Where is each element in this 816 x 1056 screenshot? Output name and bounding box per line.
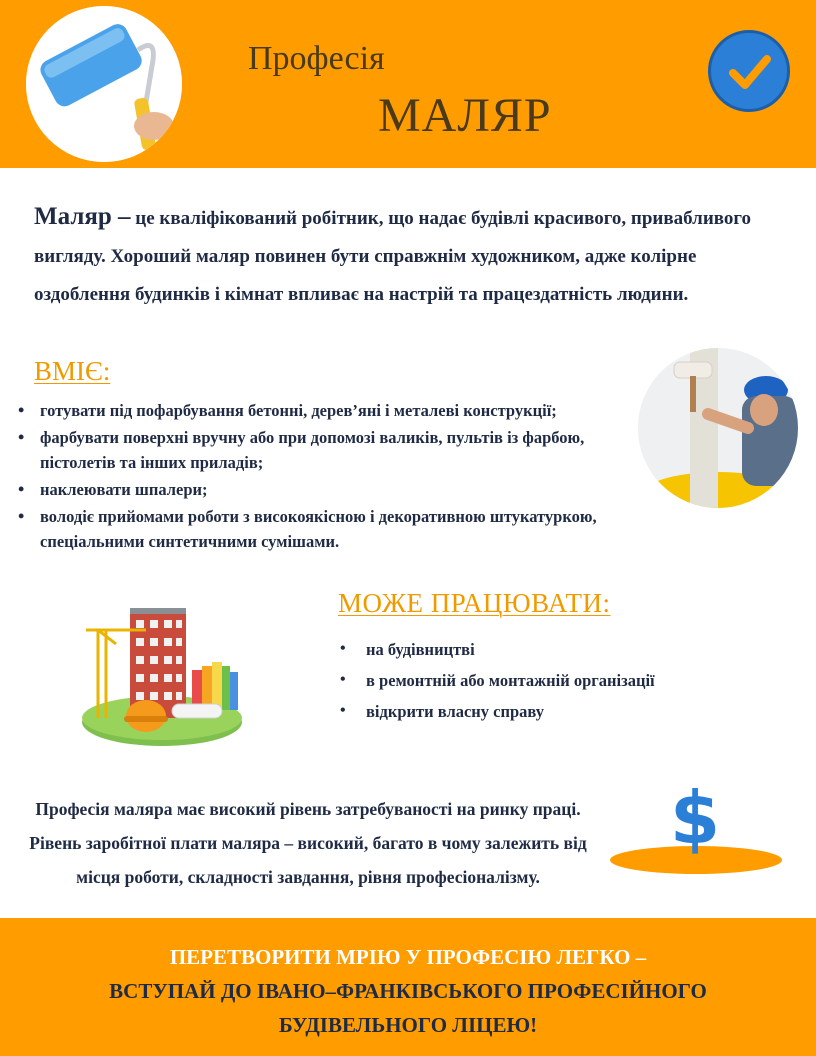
intro-paragraph (34, 198, 786, 314)
list-item: • на будівництві (340, 640, 655, 671)
footer-line-2: ВСТУПАЙ ДО ІВАНО–ФРАНКІВСЬКОГО ПРОФЕСІЙНОГО (109, 979, 707, 1003)
title-profession: Професія (248, 40, 385, 77)
building-icon (76, 600, 244, 752)
workplaces-list (340, 640, 655, 733)
footer-line-1: ПЕРЕТВОРИТИ МРІЮ У ПРОФЕСІЮ ЛЕГКО – (169, 945, 647, 969)
title-painter: МАЛЯР (378, 89, 552, 142)
list-item: • готувати під пофарбування бетонні, дерев’яні і металеві конструкції; (18, 398, 628, 423)
skills-list (18, 398, 628, 556)
workplaces-title: МОЖЕ ПРАЦЮВАТИ: (338, 588, 611, 618)
list-item: • фарбувати поверхні вручну або при допомозі валиків, пультів із фарбою, пістолетів та інших приладів; (18, 425, 628, 475)
paint-roller-icon (26, 6, 182, 162)
list-item: • наклеювати шпалери; (18, 477, 628, 502)
dollar-icon: $ (670, 776, 721, 860)
dollar-graphic (610, 776, 786, 880)
worker-image (638, 348, 798, 508)
list-item: • відкрити власну справу (340, 702, 655, 733)
header-banner (0, 0, 816, 168)
check-icon (708, 30, 790, 112)
footer-line-3: БУДІВЕЛЬНОГО ЛІЦЕЮ! (278, 1013, 538, 1037)
painter-worker-icon (638, 348, 798, 508)
paint-roller-image (26, 6, 182, 162)
construction-image (76, 600, 244, 752)
demand-paragraph: Професія маляра має високий рівень затребуваності на ринку праці. Рівень заробітної плати маляра – високий, багато в чому залежить від місця роботи, складності завдання, рівня професіоналізму. (29, 799, 587, 887)
list-item: • володіє прийомами роботи з високоякісною і декоративною штукатуркою, спеціальними синтетичними сумішами. (18, 504, 628, 554)
intro-lead: Маляр – (34, 203, 131, 230)
list-item: • в ремонтній або монтажній організації (340, 671, 655, 702)
intro-text: це кваліфікований робітник, що надає будівлі красивого, привабливого вигляду. Хороший маляр повинен бути справжнім художником, адже колірне оздоблення будинків і кімнат впливає на настрій та працездатність людини. (34, 208, 752, 305)
footer-banner (0, 918, 816, 1056)
skills-title: ВМІЄ: (34, 356, 111, 386)
